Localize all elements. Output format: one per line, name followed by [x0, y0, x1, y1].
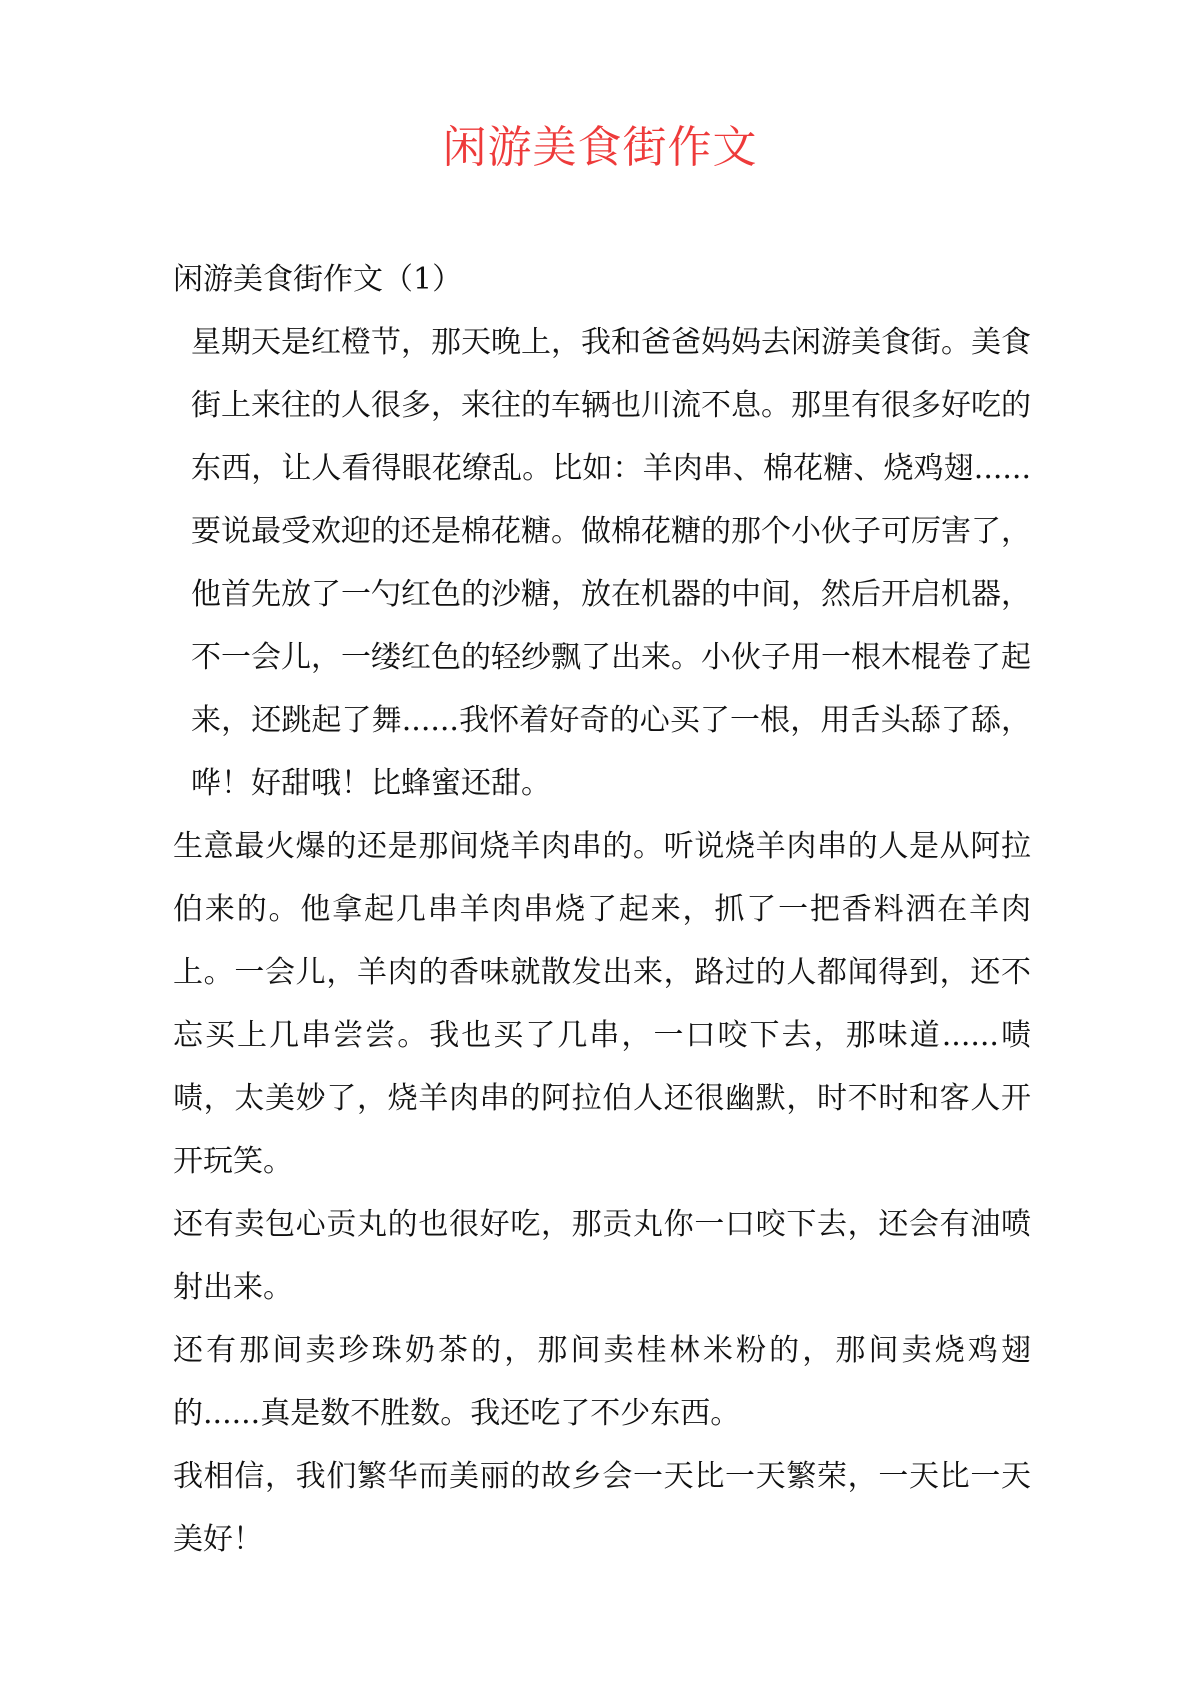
paragraph-2: 生意最火爆的还是那间烧羊肉串的。听说烧羊肉串的人是从阿拉伯来的。他拿起几串羊肉串烧了起来，抓了一把香料洒在羊肉上。一会儿，羊肉的香味就散发出来，路过的人都闻得到，还不忘买上几串尝尝。我也买了几串，一口咬下去，那味道......啧啧，太美妙了，烧羊肉串的阿拉伯人还很幽默，时不时和客人开开玩笑。 [173, 829, 1031, 1179]
paragraph-5: 我相信，我们繁华而美丽的故乡会一天比一天繁荣，一天比一天美好！ [173, 1459, 1031, 1557]
document-body [173, 248, 1031, 1571]
paragraph-4: 还有那间卖珍珠奶茶的，那间卖桂林米粉的，那间卖烧鸡翅的......真是数不胜数。我还吃了不少东西。 [173, 1333, 1031, 1431]
paragraph-1: 星期天是红橙节，那天晚上，我和爸爸妈妈去闲游美食街。美食街上来往的人很多，来往的车辆也川流不息。那里有很多好吃的东西，让人看得眼花缭乱。比如：羊肉串、棉花糖、烧鸡翅......要说最受欢迎的还是棉花糖。做棉花糖的那个小伙子可厉害了，他首先放了一勺红色的沙糖，放在机器的中间，然后开启机器，不一会儿，一缕红色的轻纱飘了出来。小伙子用一根木棍卷了起来，还跳起了舞......我怀着好奇的心买了一根，用舌头舔了舔，哗！好甜哦！比蜂蜜还甜。 [191, 325, 1031, 801]
section-heading: 闲游美食街作文（1） [173, 262, 463, 297]
document-title: 闲游美食街作文 [442, 122, 758, 173]
paragraph-3: 还有卖包心贡丸的也很好吃，那贡丸你一口咬下去，还会有油喷射出来。 [173, 1207, 1031, 1305]
